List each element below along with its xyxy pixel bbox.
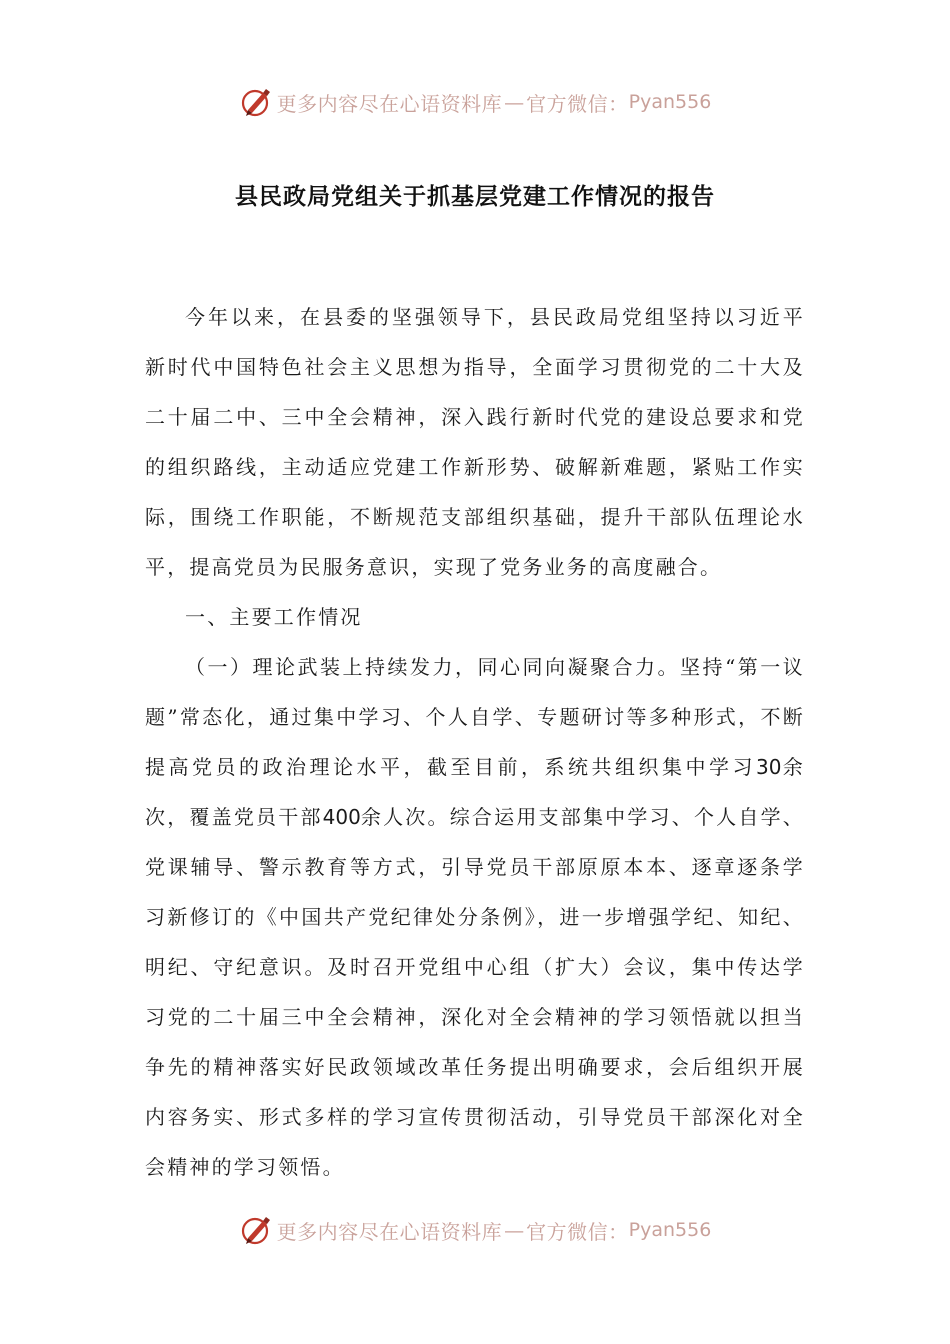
footer-banner xyxy=(0,1208,950,1252)
banner-wechat-id: Pyan556 xyxy=(628,1219,712,1241)
banner-text: 更多内容尽在心语资料库 xyxy=(276,91,503,116)
pen-circle-logo-icon xyxy=(239,1213,273,1247)
document-title: 县民政局党组关于抓基层党建工作情况的报告 xyxy=(235,183,715,210)
section-heading: 一、主要工作情况 xyxy=(185,605,363,629)
banner-official-label: 官方微信： xyxy=(526,1219,629,1244)
banner-separator: — xyxy=(504,1218,525,1242)
pen-circle-logo-icon xyxy=(239,85,273,119)
banner-wechat-id: Pyan556 xyxy=(628,91,712,113)
document-body xyxy=(145,292,805,1192)
banner-official-label: 官方微信： xyxy=(526,91,629,116)
banner-text: 更多内容尽在心语资料库 xyxy=(276,1219,503,1244)
study-count: 30 xyxy=(756,755,782,779)
header-banner xyxy=(0,80,950,124)
subsection-paragraph xyxy=(145,642,805,1192)
paragraph-text-a: （一）理论武装上持续发力，同心同向凝聚合力。坚持“第一议题”常态化，通过集中学习、个人自学、专题研讨等多种形式，不断提高党员的政治理论水平，截至目前，系统共组织集中学习 xyxy=(145,655,805,779)
paragraph-text-b: 余次，覆盖党员干部 xyxy=(145,755,806,829)
paragraph-text-c: 余人次。综合运用支部集中学习、个人自学、党课辅导、警示教育等方式，引导党员干部原原本本、逐章逐条学习新修订的《中国共产党纪律处分条例》，进一步增强学纪、知纪、明纪、守纪意识。及时召开党组中心组（扩大）会议，集中传达学习党的二十届三中全会精神，深化对全会精神的学习领悟就以担当争先的精神落实好民政领域改革任务提出明确要求，会后组织开展内容务实、形式多样的学习宣传贯彻活动，引导党员干部深化对全会精神的学习领悟。 xyxy=(145,805,806,1179)
intro-paragraph: 今年以来，在县委的坚强领导下，县民政局党组坚持以习近平新时代中国特色社会主义思想为指导，全面学习贯彻党的二十大及二十届二中、三中全会精神，深入践行新时代党的建设总要求和党的组织路线，主动适应党建工作新形势、破解新难题，紧贴工作实际，围绕工作职能，不断规范支部组织基础，提升干部队伍理论水平，提高党员为民服务意识，实现了党务业务的高度融合。 xyxy=(145,305,805,579)
banner-separator: — xyxy=(504,90,525,114)
people-count: 400 xyxy=(322,805,361,829)
